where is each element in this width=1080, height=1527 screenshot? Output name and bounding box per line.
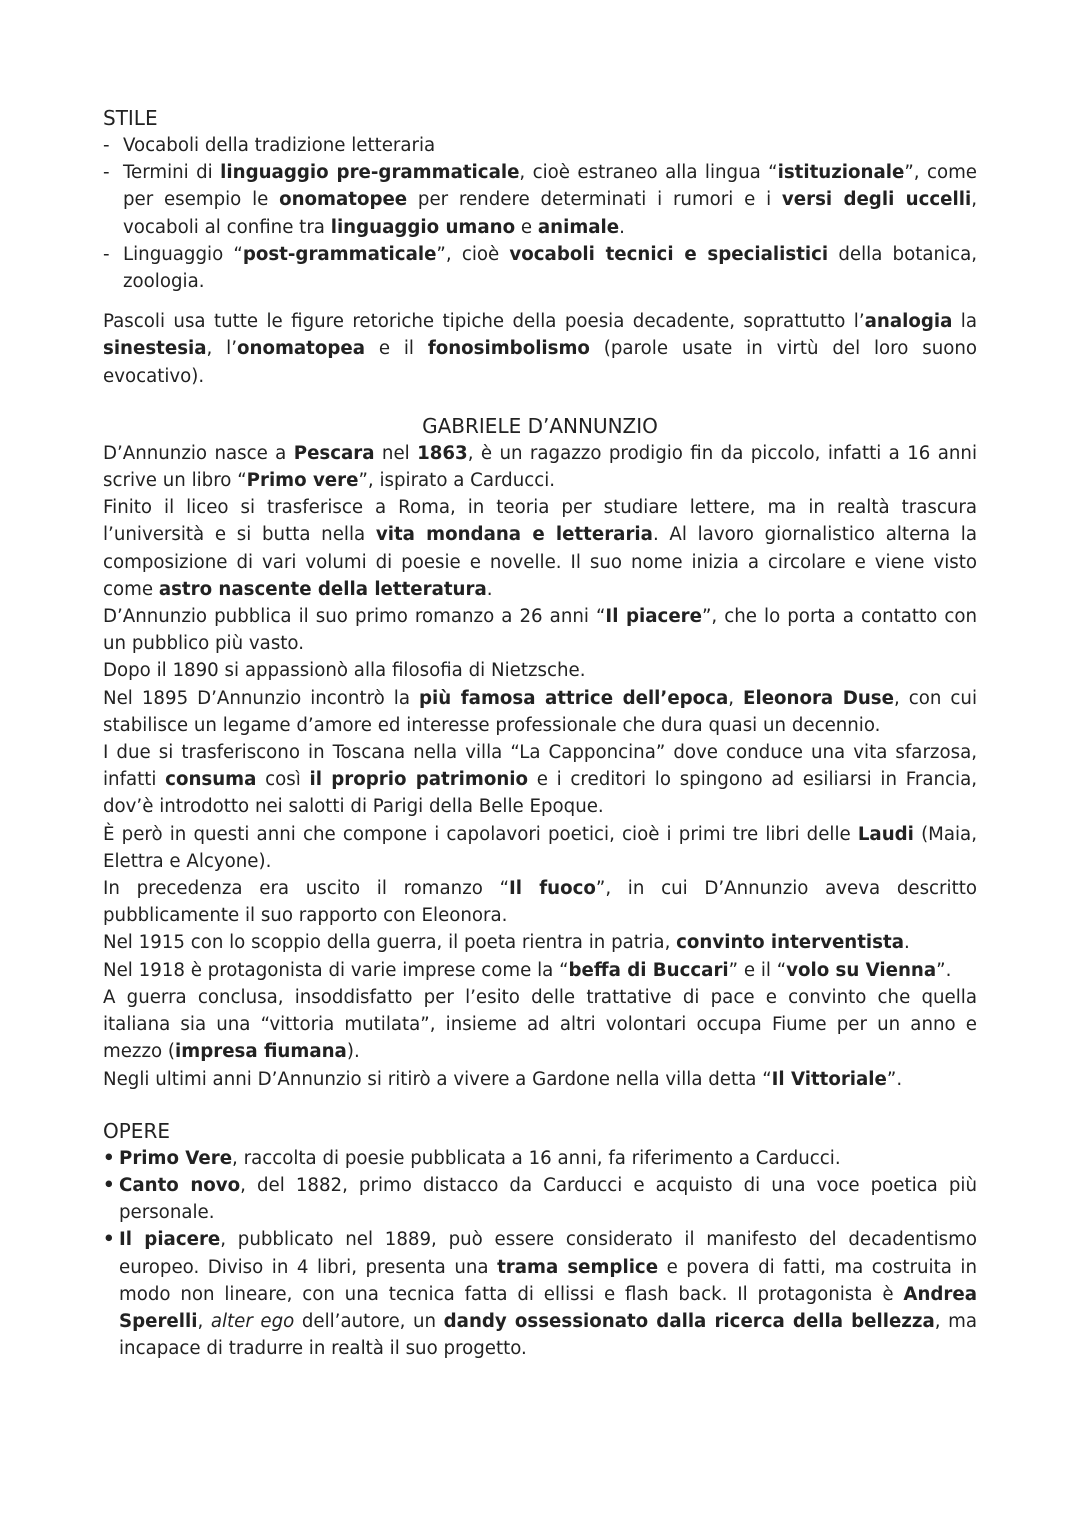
bold-text: più famosa attrice dell’epoca (419, 687, 729, 709)
bold-text: il proprio patrimonio (309, 769, 529, 791)
bold-text: astro nascente della letteratura (158, 578, 487, 600)
bold-text: consuma (165, 769, 257, 791)
italic-text: alter ego (210, 1310, 295, 1332)
list-item: - Linguaggio “post-grammaticale”, cioè vocaboli tecnici e specialistici della botanica, zoologia. (103, 241, 977, 295)
bold-text: versi degli uccelli (781, 189, 972, 211)
list-item: • Canto novo, del 1882, primo distacco da Carducci e acquisto di una voce poetica più personale. (103, 1172, 977, 1226)
bold-text: Il piacere (605, 606, 702, 628)
section-heading-stile: STILE (103, 106, 158, 130)
bold-text: fonosimbolismo (427, 338, 590, 360)
bold-text: 1863 (417, 442, 468, 464)
bold-text: sinestesia (103, 338, 207, 360)
bold-text: Primo vere (246, 470, 359, 492)
bold-text: post-grammaticale (242, 243, 437, 265)
bold-text: onomatopea (237, 338, 365, 360)
bold-text: onomatopee (279, 189, 408, 211)
stile-list (103, 132, 977, 295)
bold-text: volo su Vienna (786, 959, 937, 981)
section-heading-dannunzio: GABRIELE D’ANNUNZIO (422, 413, 658, 438)
bold-text: Il Vittoriale (771, 1068, 887, 1090)
bold-text: Il piacere (119, 1229, 221, 1251)
list-item: - Termini di linguaggio pre-grammaticale, cioè estraneo alla lingua “istituzionale”, come per esempio le onomatopee per rendere determinati i rumori e i versi degli uccelli, vocaboli al confine tra linguaggio umano e animale. (103, 159, 977, 241)
biography-paragraph: D’Annunzio nasce a Pescara nel 1863, è un ragazzo prodigio fin da piccolo, infatti a 16 anni scrive un libro “Primo vere”, ispirato a Carducci. Finito il liceo si trasferisce a Roma, in teoria per studiare lettere, ma in realtà trascura l’università e si butta nella vita mondana e letteraria. Al lavoro giornalistico alterna la composizione di vari volumi di poesie e novelle. Il suo nome inizia a circolare e viene visto come astro nascente della letteratura. D’Annunzio pubblica il suo primo romanzo a 26 anni “Il piacere”, che lo porta a contatto con un pubblico più vasto. Dopo il 1890 si appassionò alla filosofia di Nietzsche. Nel 1895 D’Annunzio incontrò la più famosa attrice dell’epoca, Eleonora Duse, con cui stabilisce un legame d’amore ed interesse professionale che dura quasi un decennio. I due si trasferiscono in Toscana nella villa “La Capponcina” dove conduce una vita sfarzosa, infatti consuma così il proprio patrimonio e i creditori lo spingono ad esiliarsi in Francia, dov’è introdotto nei salotti di Parigi della Belle Epoque. È però in questi anni che compone i capolavori poetici, cioè i primi tre libri delle Laudi (Maia, Elettra e Alcyone). In precedenza era uscito il romanzo “Il fuoco”, in cui D’Annunzio aveva descritto pubblicamente il suo rapporto con Eleonora. Nel 1915 con lo scoppio della guerra, il poeta rientra in patria, convinto interventista. Nel 1918 è protagonista di varie imprese come la “beffa di Buccari” e il “volo su Vienna”. A guerra conclusa, insoddisfatto per l’esito delle trattative di pace e convinto che quella italiana sia una “vittoria mutilata”, insieme ad altri volontari occupa Fiume per un anno e mezzo (impresa fiumana). Negli ultimi anni D’Annunzio si ritirò a vivere a Gardone nella villa detta “Il Vittoriale”. (103, 442, 978, 1090)
bold-text: analogia (864, 311, 953, 333)
bold-text: Eleonora Duse (743, 687, 894, 709)
stile-note-paragraph: Pascoli usa tutte le figure retoriche tipiche della poesia decadente, soprattutto l’analogia la sinestesia, l’onomatopea e il fonosimbolismo (parole usate in virtù del loro suono evocativo). (103, 311, 978, 387)
document-page (103, 104, 977, 1362)
bold-text: Laudi (857, 823, 914, 845)
bold-text: Il fuoco (509, 878, 596, 900)
bold-text: beffa di Buccari (568, 959, 729, 981)
bold-text: impresa fiumana (175, 1041, 347, 1063)
list-item: • Primo Vere, raccolta di poesie pubblicata a 16 anni, fa riferimento a Carducci. (103, 1145, 977, 1172)
bold-text: istituzionale (777, 162, 905, 184)
list-item: - Vocaboli della tradizione letteraria (103, 132, 977, 159)
opere-list (103, 1145, 977, 1363)
bold-text: vocaboli tecnici e specialistici (509, 243, 829, 265)
bold-text: animale (537, 216, 620, 238)
bold-text: Andrea Sperelli (119, 1283, 977, 1332)
bold-text: dandy ossessionato dalla ricerca della bellezza (443, 1310, 935, 1332)
section-heading-opere: OPERE (103, 1118, 170, 1143)
bold-text: linguaggio pre-grammaticale (220, 162, 520, 184)
bold-text: trama semplice (497, 1256, 659, 1278)
list-item: • Il piacere, pubblicato nel 1889, può essere considerato il manifesto del decadentismo europeo. Diviso in 4 libri, presenta una trama semplice e povera di fatti, ma costruita in modo non lineare, con una tecnica fatta di ellissi e flash back. Il protagonista è Andrea Sperelli, alter ego dell’autore, un dandy ossessionato dalla ricerca della bellezza, ma incapace di tradurre in realtà il suo progetto. (103, 1226, 977, 1362)
bold-text: Primo Vere (119, 1147, 233, 1169)
bold-text: convinto interventista (676, 932, 904, 954)
bold-text: Pescara (293, 442, 375, 464)
bold-text: vita mondana e letteraria (375, 524, 653, 546)
bold-text: Canto novo (119, 1174, 241, 1196)
bold-text: linguaggio umano (330, 216, 516, 238)
